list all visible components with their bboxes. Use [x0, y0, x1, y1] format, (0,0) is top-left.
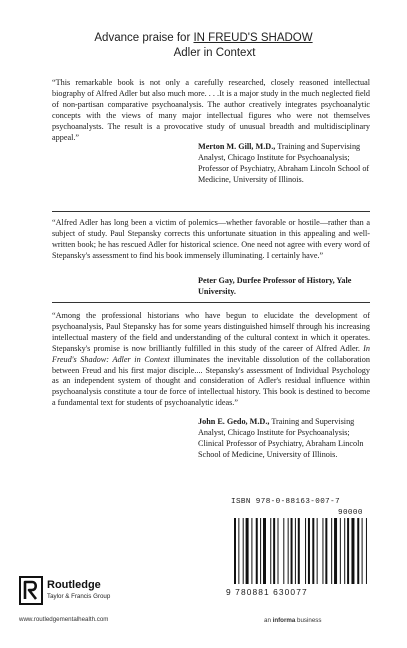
quote-gedo — [52, 311, 370, 409]
price-code: 90000 — [338, 509, 363, 517]
attribution-name: Merton M. Gill, M.D., — [198, 142, 276, 151]
attribution-affiliation: Training and Supervising Analyst, Chicago Institute for Psychoanalysis; Clinical Professor of Psychiatry, Abraham Lincoln School of Medicine, University of Illinois. — [198, 417, 364, 459]
attribution-name: John E. Gedo, M.D., — [198, 417, 270, 426]
informa-business — [264, 617, 321, 624]
attribution-gedo — [198, 417, 370, 461]
quote-book-title: In Freud's Shadow: Adler in Context — [52, 343, 370, 364]
ean-number: 9 780881 630077 — [226, 587, 308, 597]
attribution-affiliation: Durfee Professor of History, Yale University. — [198, 276, 352, 296]
praise-prefix: Advance praise for — [94, 32, 191, 44]
quote-gay: “Alfred Adler has long been a victim of polemics—whether favorable or hostile—rather than a subject of study. Paul Stepansky corrects this unfortunate situation in this appealing and well-written book; he has rescued Adler for historical science. One need not agree with every word of Stepansky's assessment to find his book immensely illuminating. I certainly have.” — [52, 218, 370, 260]
publisher-url[interactable]: www.routledgementalhealth.com — [19, 616, 109, 623]
quote-text: “Among the professional historians who have begun to elucidate the development of psychoanalysis, Paul Stepansky has for some years distinguished himself through his increasing intellectual mastery of the field and understanding of the cultural context in which it operates. Stepansky's promise is now brilliantly fulfilled in this study of the career of Alfred Adler. — [52, 311, 370, 353]
publisher-name: Routledge — [47, 579, 101, 591]
attribution-gay — [198, 276, 370, 298]
business-prefix: an — [264, 617, 273, 624]
routledge-logo-icon — [19, 576, 43, 605]
barcode-block — [226, 498, 376, 608]
quote-text: illuminates the inevitable dissolution of the collaboration between Freud and his first major disciple.... Stepansky's assessment of Individual Psychology as an independent system of thought and consideration of Adler's residual influence within psychoanalysis constitute a tour de force of intellectual history. This book is destined to become a fundamental text for students of psychoanalytic ideas.” — [52, 354, 370, 408]
book-title: IN FREUD'S SHADOW — [193, 32, 313, 44]
attribution-name: Peter Gay, — [198, 276, 235, 285]
isbn-label: ISBN 978-0-88163-007-7 — [231, 498, 341, 506]
business-suffix: business — [295, 617, 322, 624]
divider — [52, 302, 370, 303]
attribution-affiliation: Training and Supervising Analyst, Chicago Institute for Psychoanalysis; Professor of Psychiatry, Abraham Lincoln School of Medicine, University of Illinois. — [198, 142, 370, 184]
praise-heading — [0, 32, 407, 44]
quote-gill: “This remarkable book is not only a carefully researched, closely reasoned intellectual biography of Alfred Adler but also much more. . . .It is a major study in the much neglected field of non-partisan comparative psychoanalysis. The author creatively integrates psychoanalytic concepts with the views of many major intellectual figures who were not themselves psychoanalysts. The result is a provocative study of unusual breadth and multidisciplinary appeal.” — [52, 78, 370, 142]
barcode-icon — [234, 518, 372, 584]
informa-brand: informa — [272, 617, 296, 624]
publisher-group: Taylor & Francis Group — [47, 593, 111, 600]
attribution-gill — [198, 142, 370, 186]
divider — [52, 211, 370, 212]
book-subtitle: Adler in Context — [173, 47, 256, 59]
